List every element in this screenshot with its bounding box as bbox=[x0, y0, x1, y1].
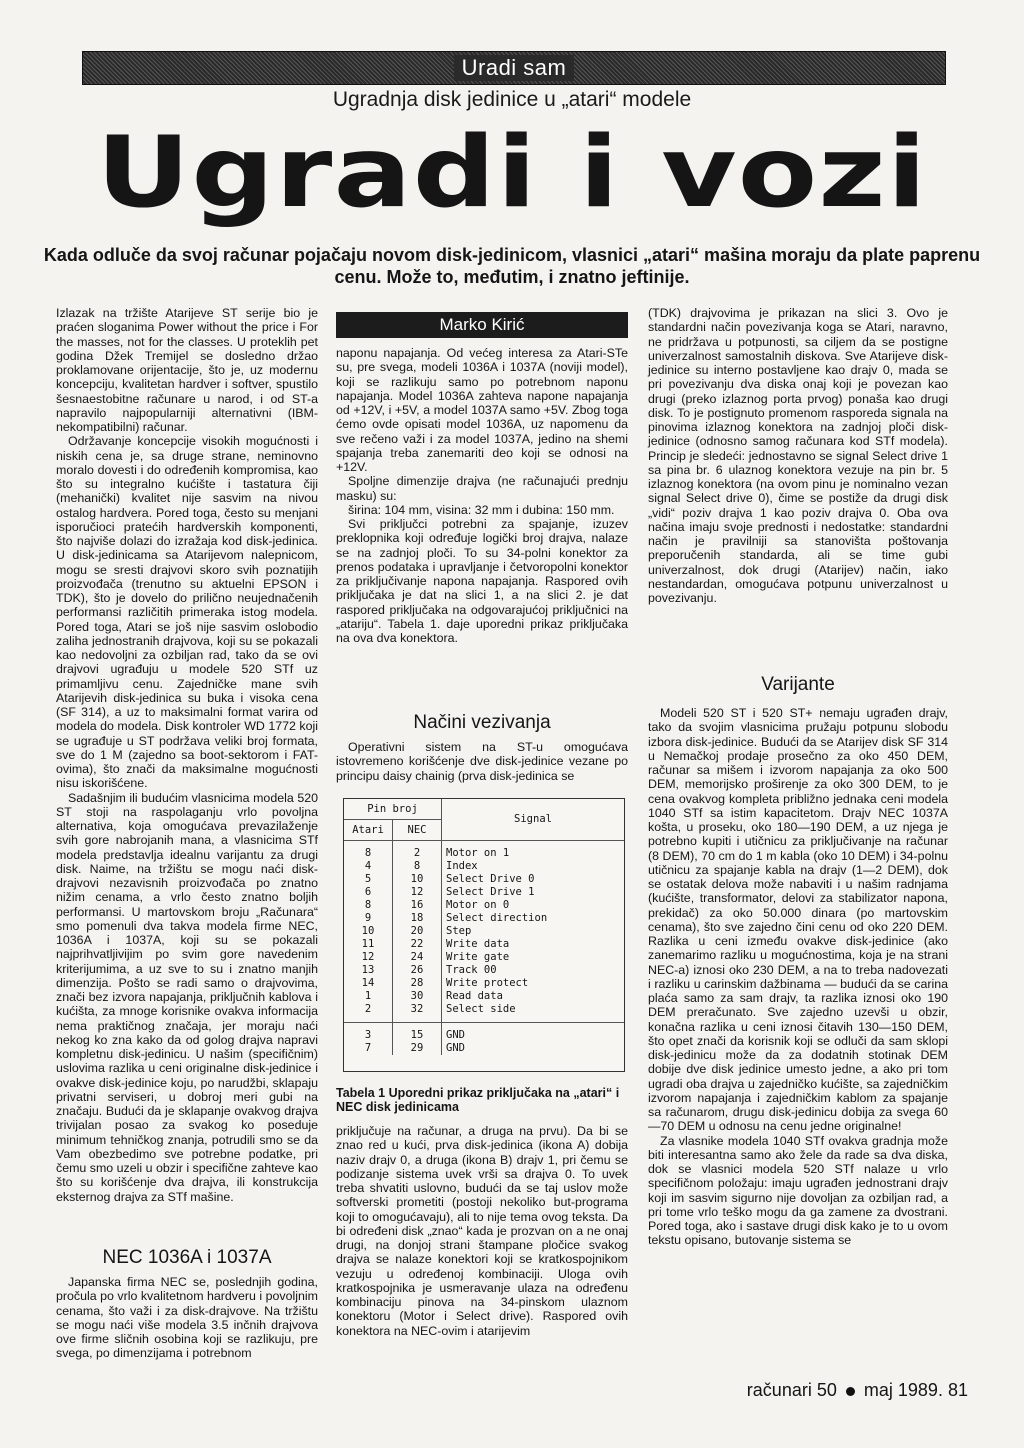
signal-name: Write protect bbox=[446, 977, 529, 989]
nec-pin: 28 bbox=[393, 977, 442, 990]
table-header-atari: Atari bbox=[344, 820, 393, 841]
atari-pin: 13 bbox=[344, 964, 393, 977]
atari-pin: 4 bbox=[344, 860, 393, 873]
table-caption: Tabela 1 Uporedni prikaz priključaka na „atari“ i NEC disk jedinicama bbox=[336, 1086, 620, 1114]
column-2 bbox=[336, 346, 628, 645]
nec-pin: 32 bbox=[393, 1003, 442, 1016]
table-row bbox=[344, 1029, 624, 1042]
signal-name: Write data bbox=[446, 938, 510, 950]
table-row bbox=[344, 990, 624, 1003]
nec-pin: 15 bbox=[393, 1029, 442, 1042]
paragraph: Modeli 520 ST i 520 ST+ nemaju ugrađen drajv, tako da svojim vlasnicima pružaju potpunu slobodu izbora disk-jedinice. Budući da se Atarijev disk SF 314 u Nemačkoj prodaje prosečno za oko 450 DEM, računar sa mišem i izvorom napajanja za oko 500 DEM, memorijsko proširenje za oko 300 DEM, to je cena ovakvog kompleta približno jednaka ceni modela 1040 STf sa istim kapacitetom. Drajv NEC 1037A košta, u proseku, oko 180—190 DEM, a uz njega je potrebno kupiti i utičnicu za priključivanje na računar (8 DEM), 70 cm do 1 m kabla (oko 10 DEM) i 34-polnu utičnicu za spajanje kabla na drajv (1—2 DEM), dok se ostatak delova može nabaviti i u našim radnjama (kućište, transformator, delovi za stabilizator napona, prekidač) za oko 50.000 dinara (po martovskim cenama), što sve zajedno čini cenu od oko 220 DEM. Razlika u ceni između ovakve disk-jedinice (ako zanemarimo razliku u mogućnostima, koja je na strani NEC-a) iznosi oko 230 DEM, a na to treba nadovezati i razliku u carinskim dažbinama — budući da se carina plaća samo za sam drajv, ta razlika iznosi oko 190 DEM preračunato. Sve zajedno uzevši u obzir, konačna razlika u ceni iznosi čitavih 130—150 DEM, što opet znači da korisnik koji se odluči da sam sklopi disk-jedinicu može da za dodatnih stotinak DEM dobije dve disk jedinice umesto jedne, a ako pri tom ugradi oba drajva u zajedničko kućište, sa zajedničkim izvorom napajanja i zajedničkim kablom za spajanje sa računarom, drugu disk-jedinicu dobija za svega 60—70 DEM u odnosu na cenu jedne originalne! bbox=[648, 706, 948, 1134]
signal-name: Select direction bbox=[446, 912, 548, 924]
signal-name: GND bbox=[446, 1029, 465, 1041]
paragraph: širina: 104 mm, visina: 32 mm i dubina: 150 mm. bbox=[348, 502, 615, 517]
nec-pin: 24 bbox=[393, 951, 442, 964]
paragraph: Izlazak na tržište Atarijeve ST serije bio je praćen sloganima Power without the price i For the masses, not for the classes. U proteklih pet godina Džek Tremijel se dosledno držao proklamovane orijentacije, što je, uz modernu koncepciju, kvalitetan hardver i softver, spustilo šesnaestobitne računare u narod, i od ST-a napravilo najpopularniji alternativni (IBM-nekompatibilni) računar. bbox=[56, 306, 318, 434]
subhead-varijante: Varijante bbox=[761, 674, 835, 695]
pin-table bbox=[343, 798, 625, 1072]
nec-pin: 8 bbox=[393, 860, 442, 873]
subhead-nec: NEC 1036A i 1037A bbox=[102, 1247, 272, 1268]
table-row bbox=[344, 873, 624, 886]
signal-name: Write gate bbox=[446, 951, 510, 963]
nec-pin: 22 bbox=[393, 938, 442, 951]
paragraph: naponu napajanja. Od većeg interesa za Atari-STe su, pre svega, modeli 1036A i 1037A (noviji model), koji se razlikuju samo po potrebnom naponu napajanja. Model 1036A zahteva napone napajanja od +12V, i +5V, a model 1037A samo +5V. Zbog toga ćemo ovde opisati model 1036A, uz napomenu da sve rečeno važi i za model 1037A, jedino na shemi spajanja treba zanemariti deo koji se odnosi na +12V. bbox=[336, 346, 628, 474]
paragraph: Za vlasnike modela 1040 STf ovakva gradnja može biti interesantna samo ako žele da rade sa dva diska, dok se vlasnici modela 520 STf nalaze u vrlo specifičnom položaju: imaju ugrađen jednostrani drajv koji im sasvim sigurno nije dovoljan za ozbiljan rad, a pri tome vrlo teško mogu da ga zamene za dvostrani. Pored toga, ako i sastave drugi disk kako je to u ovom tekstu opisano, butovanje sistema se bbox=[648, 1133, 948, 1248]
paragraph: Sadašnjim ili budućim vlasnicima modela 520 ST stoji na raspolaganju vrlo povoljna alternativa, koja omogućava prevazilaženje svih gore nabrojanih mana, a vlasnicima STf modela predstavlja idealnu varijantu za drugi disk. Naime, na tržištu se mogu naći disk-drajvovi nezavisnih proizvođača po znatno nižim cenama, a vrlo često znatno boljih performansi. U martovskom broju „Računara“ smo pomenuli dva takva modela firme NEC, 1036A i 1037A, koji su se pokazali najprihvatljivijim po svim gore navedenim kriterijumima, a uz sve to su i znatno manjih dimenzija. Pošto se radi samo o drajvovima, znači bez izvora napajanja, priključnih kablova i kućišta, za mnoge korisnike ovakva informacija nema praktičnog značaja, jer moraju naći nekog ko zna kako da od golog drajva napravi kompletnu disk-jedinicu. U našim (specifičnim) uslovima razlika u ceni originalne disk-jedinice i ovakve disk-jedinice koju, po narudžbi, sklapaju privatni serviseri, u dobroj meri gubi na značaju. Budući da je sklapanje ovakvog drajva trivijalan posao za svakog ko poseduje minimum tehničkog znanja, potrudili smo se da Vam obezbedimo sve potrebne podatke, pri čemu smo uzeli u obzir i specifične zahteve kao što su korišćenje dva drajva, ili konstrukcija eksternog drajva za STf mašine. bbox=[56, 790, 318, 1204]
paragraph: Spoljne dimenzije drajva (ne računajući prednju masku) su: bbox=[336, 474, 628, 503]
column-2-nacini bbox=[336, 740, 628, 783]
signal-name: Index bbox=[446, 860, 478, 872]
atari-pin: 1 bbox=[344, 990, 393, 1003]
atari-pin: 12 bbox=[344, 951, 393, 964]
signal-name: Track 00 bbox=[446, 964, 497, 976]
nec-pin: 10 bbox=[393, 873, 442, 886]
table-row bbox=[344, 925, 624, 938]
signal-name: Select Drive 0 bbox=[446, 873, 535, 885]
table-row bbox=[344, 886, 624, 899]
signal-name: GND bbox=[446, 1042, 465, 1054]
paragraph: priključuje na računar, a druga na prvu). Da bi se znao red u kući, prva disk-jedinica (ikona A) dobija naziv drajv 0, a druga (ikona B) drajv 1, pri čemu se podizanje sistema uvek vrši sa drajva 0. To uvek treba shvatiti uslovno, budući da se taj uslov može softverski prometiti (postoji nekoliko but-programa koji to omogućavaju), ali to nije tema ovog teksta. Da bi određeni disk „znao“ kada je prozvan on a ne onaj drugi, na donjoj strani štampane pločice svakog drajva se nalaze konektori koji se kratkospojnikom vezuju u određenoj kombinaciji. Uloga ovih kratkospojnika je usmeravanje ulaza na određenu kombinaciju pinova na 34-pinskom ulaznom konektoru (Motor i Select drive). Raspored ovih konektora na NEC-ovim i atarijevim bbox=[336, 1124, 628, 1338]
atari-pin: 2 bbox=[344, 1003, 393, 1016]
nec-pin: 12 bbox=[393, 886, 442, 899]
nec-pin: 16 bbox=[393, 899, 442, 912]
atari-pin: 8 bbox=[344, 899, 393, 912]
footer-magazine: računari 50 bbox=[746, 1380, 837, 1400]
nec-pin: 20 bbox=[393, 925, 442, 938]
author-byline: Marko Kirić bbox=[336, 312, 628, 338]
atari-pin: 11 bbox=[344, 938, 393, 951]
paragraph: (TDK) drajvovima je prikazan na slici 3. Ovo je standardni način povezivanja koga se Atari, naravno, ne pridržava u potpunosti, sa ciljem da se postigne univerzalnost samostalnih diskova. Sve Atarijeve disk-jedinice su interno postavljene kao drajv 0, mada se pri povezivanju dva diska onaj koji je povezan kao drugi (preko izlaznog porta prvog) ponaša kao drugi disk. To je postignuto promenom rasporeda signala na pinovima izlaznog konektora na zadnjoj ploči disk-jedinice (odnosno samog računara kod STf modela). Princip je sledeći: jednostavno se signal Select drive 1 sa pina br. 6 ulaznog konektora vezuje na pin br. 5 izlaznog konektora (na ovom pinu je nominalno vezan signal Select drive 0), čime se postiže da drugi disk „vidi“ poziv drajva 1 kao poziv drajva 0. Oba ova načina imaju svoje prednosti i nedostatke: standardni način je pravilniji sa stanovišta poštovanja preporučenih standarda, ali se time gubi univerzalnost, dok drugi (Atarijev) način, iako nestandardan, omogućava potpunu univerzalnost u povezivanju. bbox=[648, 306, 948, 605]
table-header-nec: NEC bbox=[393, 820, 442, 841]
table-row bbox=[344, 1042, 624, 1055]
signal-name: Read data bbox=[446, 990, 503, 1002]
section-title: Uradi sam bbox=[454, 55, 575, 81]
nec-pin: 29 bbox=[393, 1042, 442, 1055]
column-1-continued bbox=[56, 1275, 318, 1361]
atari-pin: 5 bbox=[344, 873, 393, 886]
atari-pin: 10 bbox=[344, 925, 393, 938]
table-header-pin: Pin broj bbox=[344, 799, 442, 820]
column-3 bbox=[648, 306, 948, 605]
section-banner bbox=[82, 51, 946, 85]
footer-date: maj 1989. bbox=[863, 1380, 943, 1400]
bullet-icon bbox=[846, 1387, 855, 1396]
page-footer bbox=[700, 1380, 968, 1401]
atari-pin: 14 bbox=[344, 977, 393, 990]
table-row bbox=[344, 912, 624, 925]
atari-pin: 3 bbox=[344, 1029, 393, 1042]
column-2-continued bbox=[336, 1124, 628, 1338]
signal-name: Motor on 1 bbox=[446, 847, 510, 859]
atari-pin: 6 bbox=[344, 886, 393, 899]
article-headline: Ugradi i vozi bbox=[96, 116, 928, 230]
signal-name: Motor on 0 bbox=[446, 899, 510, 911]
column-1 bbox=[56, 306, 318, 1204]
column-3-continued bbox=[648, 706, 948, 1248]
signal-name: Select side bbox=[446, 1003, 516, 1015]
paragraph: Održavanje koncepcije visokih mogućnosti i niskih cena je, sa druge strane, neminovno moralo dovesti i do određenih kompromisa, kao što su integralno kućište i tastatura čiji (mehanički) kvalitet nije sasvim na nivou ostalog hardvera. Pored toga, često su menjani isporučioci pratećih hardverskih komponenti, što najviše dolazi do izražaja kod disk-jedinica. U disk-jedinicama sa Atarijevom nalepnicom, mogu se sresti drajvovi skoro svih poznatijih proizvođača (trenutno su aktuelni EPSON i TDK), što je dovelo do prilično neujednačenih performansi različitih primeraka istog modela. Pored toga, Atari se još nije sasvim oslobodio zaliha jednostranih drajvova, koji su se pokazali kao nedovoljni za ozbiljan rad, tako da se ovi drajvovi ugrađuju u modele 520 STf uz primamljivu cenu. Zajedničke mane svih Atarijevih disk-jedinica su buka i visoka cena (SF 314), a uz to maksimalni format varira od modela do modela. Disk kontroler WD 1772 koji se ugrađuje u ST podržava veliki broj formata, sve do 1 M (zajedno sa boot-sektorom i FAT-ovima), što znači da maksimalne mogućnosti nisu iskorišćene. bbox=[56, 434, 318, 791]
table-row bbox=[344, 899, 624, 912]
paragraph: Svi priključci potrebni za spajanje, izuzev preklopnika koji određuje logički broj drajva, nalaze se na zadnjoj ploči. To su 34-polni konektor za prenos podataka i upravljanje i četvoropolni konektor za priključivanje napona napajanja. Raspored ovih priključaka je dat na slici 1, a na slici 2. je dat raspored priključaka na odgovarajućoj priključnici na „atariju“. Tabela 1. daje uporedni prikaz priključaka na ova dva konektora. bbox=[336, 517, 628, 645]
atari-pin: 8 bbox=[344, 847, 393, 860]
nec-pin: 2 bbox=[393, 847, 442, 860]
footer-page-number: 81 bbox=[947, 1380, 968, 1400]
atari-pin: 9 bbox=[344, 912, 393, 925]
table-row bbox=[344, 951, 624, 964]
article-lead: Kada odluče da svoj računar pojačaju novom disk-jedinicom, vlasnici „atari“ mašina moraju da plate paprenu cenu. Može to, međutim, i znatno jeftinije. bbox=[43, 245, 981, 287]
table-row bbox=[344, 938, 624, 951]
atari-pin: 7 bbox=[344, 1042, 393, 1055]
table-row bbox=[344, 964, 624, 977]
signal-name: Step bbox=[446, 925, 472, 937]
table-header-signal: Signal bbox=[442, 799, 625, 841]
table-row bbox=[344, 860, 624, 873]
signal-name: Select Drive 1 bbox=[446, 886, 535, 898]
article-kicker: Ugradnja disk jedinice u „atari“ modele bbox=[332, 88, 692, 111]
nec-pin: 30 bbox=[393, 990, 442, 1003]
subhead-nacini: Načini vezivanja bbox=[413, 712, 551, 733]
paragraph: Japanska firma NEC se, poslednjih godina, pročula po vrlo kvalitetnom hardveru i povoljnim cenama, što važi i za disk-drajvove. Na tržištu se mogu naći više modela 3.5 inčnih drajvova ove firme sličnih osobina koji se razlikuju, pre svega, po dimenzijama i potrebnom bbox=[56, 1275, 318, 1361]
table-row bbox=[344, 1003, 624, 1016]
nec-pin: 26 bbox=[393, 964, 442, 977]
table-row bbox=[344, 847, 624, 860]
table-row bbox=[344, 977, 624, 990]
paragraph: Operativni sistem na ST-u omogućava istovremeno korišćenje dve disk-jedinice vezane po principu daisy chainig (prva disk-jedinica se bbox=[336, 740, 628, 783]
nec-pin: 18 bbox=[393, 912, 442, 925]
